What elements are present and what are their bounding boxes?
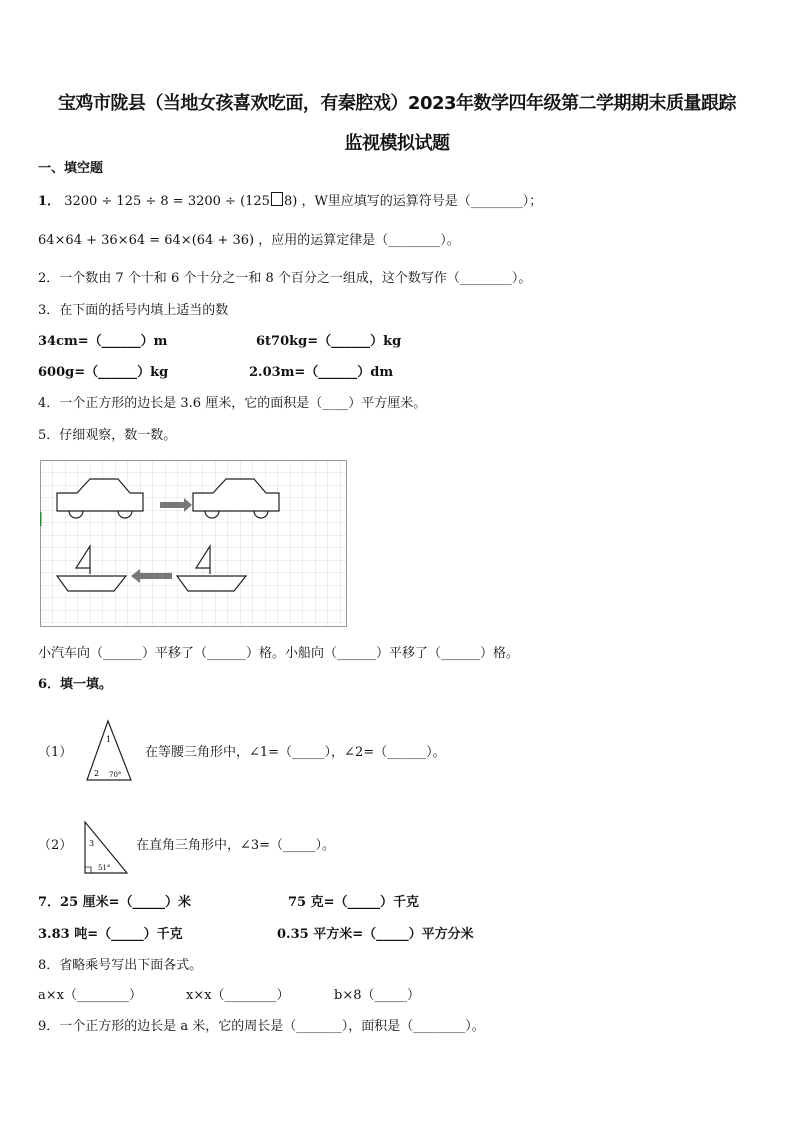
angle-51-label: 51° (98, 864, 111, 872)
blank-box (271, 192, 283, 206)
question-1b (38, 232, 460, 250)
title-line-2: 监视模拟试题 (344, 133, 450, 154)
question-6-stem: 6．填一填。 (38, 677, 113, 692)
angle-1-label: 1 (106, 735, 112, 744)
question-8a: a×x（________） (38, 988, 142, 1003)
question-3-stem: 3．在下面的括号内填上适当的数 (38, 303, 229, 318)
question-5-stem: 5．仔细观察，数一数。 (38, 428, 177, 443)
translation-grid-figure (40, 460, 348, 628)
question-5-answer: 小汽车向（______）平移了（______）格。小船向（______）平移了（______）格。 (38, 646, 520, 661)
question-7c: 3.83 吨=（_____）千克 (38, 927, 183, 942)
question-4: 4．一个正方形的边长是 3.6 厘米，它的面积是（____）平方厘米。 (38, 396, 427, 411)
question-7b: 75 克=（_____）千克 (288, 895, 420, 910)
question-8-stem: 8．省略乘号写出下面各式。 (38, 958, 203, 973)
right-triangle-figure (82, 820, 130, 876)
expression-b: 64×64 + 36×64 = 64×(64 + 36) (38, 233, 255, 248)
section-heading: 一、填空题 (38, 161, 104, 176)
question-number: 1． (38, 194, 61, 209)
question-text: ，W里应填写的运算符号是（________）； (301, 194, 543, 209)
question-6-2-text: 在直角三角形中，∠3=（_____）。 (136, 838, 336, 853)
question-8c: b×8（_____） (334, 988, 420, 1003)
question-1a (38, 192, 542, 211)
question-3d: 2.03m=（______）dm (249, 365, 394, 380)
question-6-2-label: （2） (38, 838, 73, 853)
question-text: ，应用的运算定律是（________）。 (258, 233, 460, 248)
question-9: 9．一个正方形的边长是 a 米，它的周长是（_______），面积是（________）。 (38, 1019, 485, 1034)
question-7d: 0.35 平方米=（_____）平方分米 (277, 927, 474, 942)
expression-a: 3200 ÷ 125 ÷ 8 = 3200 ÷ (125 (64, 194, 270, 209)
question-2: 2．一个数由 7 个十和 6 个十分之一和 8 个百分之一组成，这个数写作（________）。 (38, 271, 532, 286)
question-7a: 7．25 厘米=（_____）米 (38, 895, 192, 910)
angle-3-label: 3 (89, 839, 95, 848)
title-line-1: 宝鸡市陇县（当地女孩喜欢吃面，有秦腔戏）2023年数学四年级第二学期期末质量跟踪 (57, 93, 737, 114)
question-8b: x×x（________） (186, 988, 290, 1003)
question-3a: 34cm=（______）m (38, 334, 168, 349)
angle-70-label: 70° (109, 771, 122, 779)
question-3c: 600g=（______）kg (38, 365, 169, 380)
question-6-1-label: （1） (38, 745, 73, 760)
expression-a-end: 8) (283, 194, 298, 209)
document-title (30, 84, 764, 164)
angle-2-label: 2 (94, 769, 100, 778)
question-6-1-text: 在等腰三角形中，∠1=（_____），∠2=（______）。 (145, 745, 446, 760)
question-3b: 6t70kg=（______）kg (256, 334, 402, 349)
isosceles-triangle-figure (84, 718, 136, 784)
